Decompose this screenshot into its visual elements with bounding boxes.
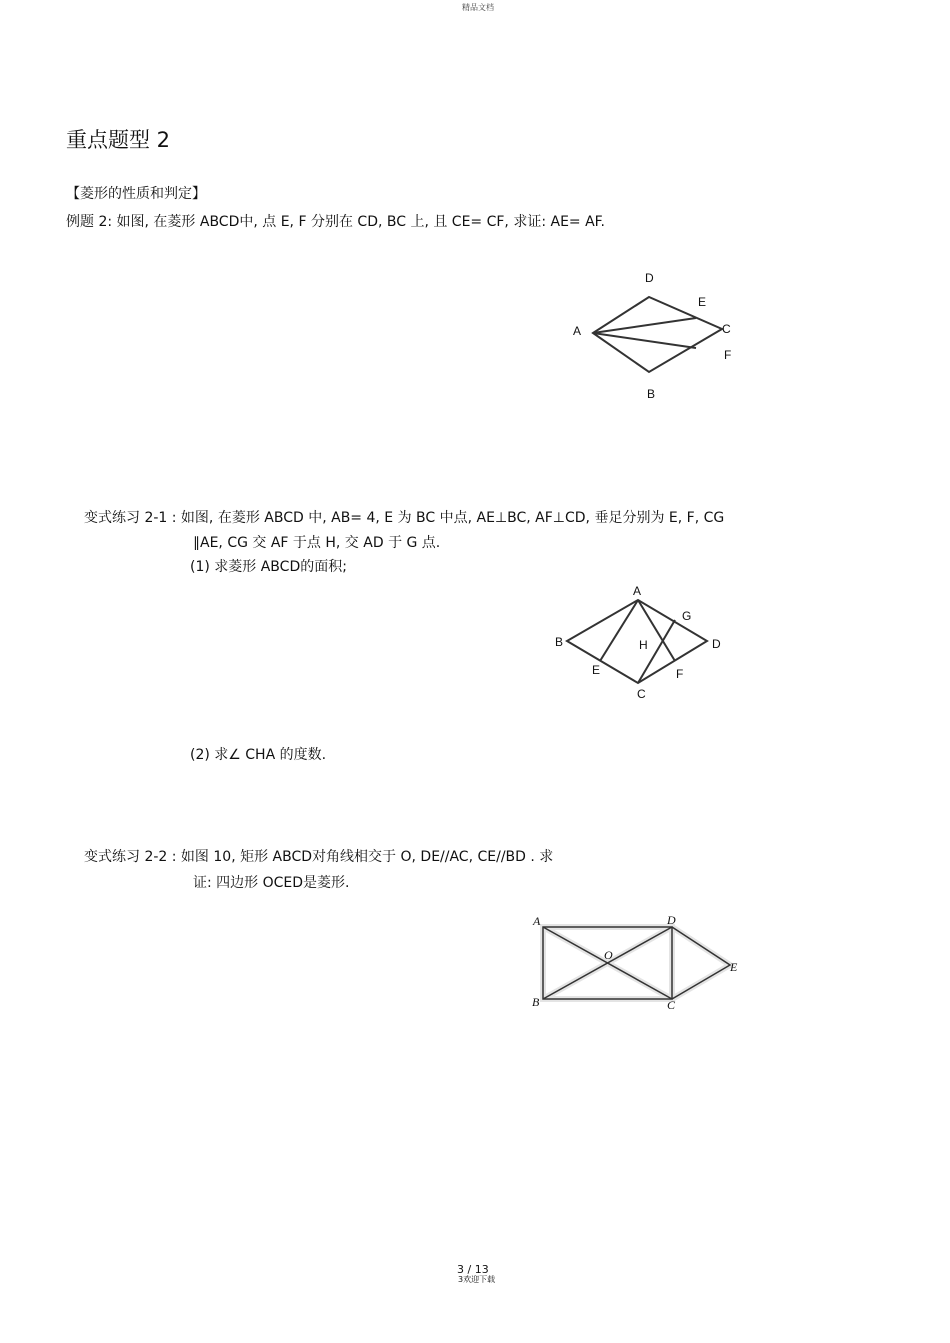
figure-rhombus-example2 [560, 262, 760, 407]
fig2-label-e: E [592, 663, 601, 677]
fig1-label-f: F [724, 348, 732, 362]
fig2-label-g: G [682, 609, 692, 623]
fig3-label-c: C [667, 998, 676, 1012]
fig1-label-a: A [573, 324, 582, 338]
exercise-2-1-question1: (1) 求菱形 ABCD的面积; [190, 559, 347, 575]
exercise-2-1-line2: ∥AE, CG 交 AF 于点 H, 交 AD 于 G 点. [193, 535, 441, 551]
fig3-label-e: E [730, 960, 738, 974]
fig3-label-b: B [532, 995, 540, 1009]
fig3-label-a: A [533, 914, 541, 928]
fig1-label-d: D [645, 271, 654, 285]
page-header: 精品文档 [462, 3, 494, 12]
exercise-2-2-line2: 证: 四边形 OCED是菱形. [193, 875, 350, 891]
figure-rectangle-exercise-2-2 [525, 905, 745, 1015]
fig2-label-h: H [639, 638, 648, 652]
topic-heading: 【菱形的性质和判定】 [66, 186, 206, 202]
fig2-label-d: D [712, 637, 721, 651]
fig1-label-c: C [722, 322, 731, 336]
fig2-label-a: A [633, 584, 642, 598]
exercise-2-1-line1: 变式练习 2-1 : 如图, 在菱形 ABCD 中, AB= 4, E 为 BC 中点, AE⊥BC, AF⊥CD, 垂足分别为 E, F, CG [84, 510, 725, 526]
fig3-label-d: D [667, 913, 676, 927]
fig1-label-b: B [647, 387, 656, 401]
example-2-text: 例题 2: 如图, 在菱形 ABCD中, 点 E, F 分别在 CD, BC 上, 且 CE= CF, 求证: AE= AF. [66, 214, 605, 230]
exercise-2-1-question2: (2) 求∠ CHA 的度数. [190, 747, 327, 763]
fig3-label-o: O [604, 948, 613, 962]
fig2-label-f: F [676, 667, 684, 681]
fig1-label-e: E [698, 295, 707, 309]
section-title: 重点题型 2 [66, 128, 171, 152]
page-number: 3 / 13 [457, 1263, 489, 1276]
fig2-label-b: B [555, 635, 564, 649]
exercise-2-2-line1: 变式练习 2-2 : 如图 10, 矩形 ABCD对角线相交于 O, DE//AC, CE//BD . 求 [84, 849, 554, 865]
footer-note: 3欢迎下载 [458, 1275, 496, 1284]
fig2-label-c: C [637, 687, 646, 701]
figure-rhombus-exercise-2-1 [545, 578, 735, 703]
